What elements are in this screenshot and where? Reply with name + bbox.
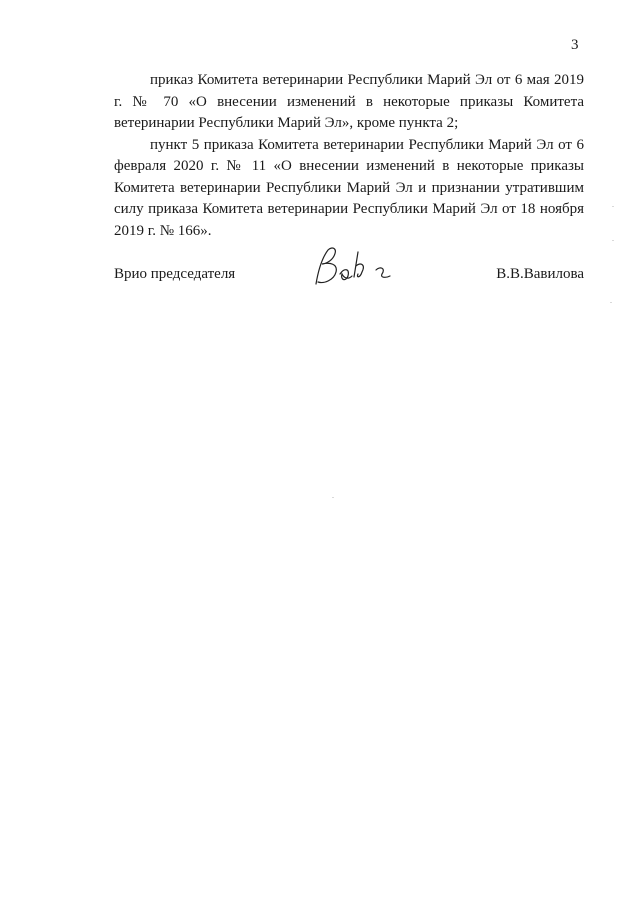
signer-name: В.В.Вавилова <box>496 266 584 282</box>
document-body <box>114 70 584 242</box>
scan-speck <box>610 302 612 303</box>
handwritten-signature <box>310 244 400 288</box>
scan-speck <box>612 240 614 241</box>
scan-speck <box>332 497 334 498</box>
paragraph-1: приказ Комитета ветеринарии Республики Марий Эл от 6 мая 2019 г. № 70 «О внесении изменений в некоторые приказы Комитета ветеринарии Республики Марий Эл», кроме пункта 2; <box>114 72 584 131</box>
page-number: 3 <box>571 37 579 53</box>
scan-speck <box>612 206 614 207</box>
signer-title: Врио председателя <box>114 266 236 282</box>
paragraph-2: пункт 5 приказа Комитета ветеринарии Республики Марий Эл от 6 февраля 2020 г. № 11 «О внесении изменений в некоторые приказы Комитета ветеринарии Республики Марий Эл и признании утратившим силу приказа Комитета ветеринарии Республики Марий Эл от 18 ноября 2019 г. № 166». <box>114 136 584 239</box>
signature-block <box>114 262 584 292</box>
